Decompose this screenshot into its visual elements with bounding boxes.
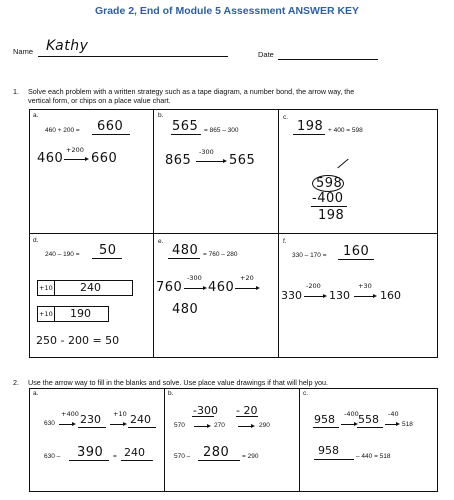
q2c-row1-end: 518 bbox=[402, 421, 413, 428]
blank-line bbox=[78, 427, 106, 428]
q1f-work-mid: 130 bbox=[329, 289, 350, 302]
q1d-letter: d. bbox=[33, 237, 39, 244]
arrow-line bbox=[196, 161, 224, 162]
q1a-work-end: 660 bbox=[91, 151, 118, 166]
q1-instruction-line2: vertical form, or chips on a place value chart. bbox=[28, 96, 171, 105]
q2a-row1-start: 630 bbox=[44, 420, 55, 427]
q2a-row1-step2: +10 bbox=[113, 410, 127, 418]
q1e-letter: e. bbox=[158, 238, 164, 245]
answer-line bbox=[171, 134, 201, 135]
q1b-answer: 565 bbox=[172, 119, 199, 134]
arrow-right-icon bbox=[256, 286, 260, 290]
q1f-work-start: 330 bbox=[281, 289, 302, 302]
subtraction-bar bbox=[311, 206, 347, 207]
answer-line bbox=[293, 134, 325, 135]
q2a-row2-blank2: 240 bbox=[124, 446, 145, 459]
q2b-letter: b. bbox=[168, 390, 174, 397]
arrow-line bbox=[341, 424, 355, 425]
q1-grid-divider bbox=[29, 233, 438, 234]
arrow-right-icon bbox=[373, 294, 377, 298]
q2b-row1-end: 290 bbox=[259, 422, 270, 429]
arrow-line bbox=[64, 159, 86, 160]
q2a-row2-blank1: 390 bbox=[77, 445, 104, 460]
q1d-problem: 240 – 190 = bbox=[45, 251, 80, 258]
arrow-line bbox=[59, 424, 73, 425]
name-line bbox=[38, 56, 228, 57]
q1-instruction-line1: Solve each problem with a written strategy such as a tape diagram, a number bond, the arrow way, the bbox=[28, 87, 355, 96]
q1c-letter: c. bbox=[283, 114, 289, 121]
q1a-answer: 660 bbox=[97, 119, 124, 134]
q2c-row2-end: – 440 = 518 bbox=[356, 453, 391, 460]
q1c-work-bottom: 198 bbox=[318, 208, 345, 223]
q1e-work-step2: +20 bbox=[240, 274, 254, 282]
answer-line bbox=[92, 134, 130, 135]
q1d-tape-top-right: 240 bbox=[80, 281, 101, 294]
q2b-row1-mid: 270 bbox=[214, 422, 225, 429]
q1c-work-top: 598 bbox=[316, 176, 343, 191]
q1c-problem: + 400 = 598 bbox=[328, 127, 363, 134]
q2a-row1-step1: +400 bbox=[61, 410, 79, 418]
answer-line bbox=[338, 259, 374, 260]
q2-grid-divider bbox=[299, 388, 300, 492]
q1d-tape-bottom-right: 190 bbox=[70, 307, 91, 320]
q1f-work-step1: -200 bbox=[306, 282, 321, 290]
q1b-work-start: 865 bbox=[165, 153, 192, 168]
q1e-answer: 480 bbox=[172, 243, 199, 258]
blank-line bbox=[128, 427, 156, 428]
q2a-letter: a. bbox=[33, 390, 39, 397]
arrow-line bbox=[194, 426, 208, 427]
q1b-work-step: -300 bbox=[199, 148, 214, 156]
name-value: Kathy bbox=[46, 38, 89, 54]
arrow-right-icon bbox=[72, 422, 76, 426]
q2b-row1-blank1: -300 bbox=[193, 404, 218, 417]
arrow-line bbox=[235, 288, 257, 289]
arrow-line bbox=[238, 426, 252, 427]
blank-line bbox=[198, 460, 240, 461]
q1e-problem: = 760 – 280 bbox=[203, 251, 238, 258]
q1c-work-mid: -400 bbox=[312, 191, 344, 206]
arrow-line bbox=[354, 296, 374, 297]
q1f-work-step2: +30 bbox=[358, 282, 372, 290]
arrow-right-icon bbox=[323, 294, 327, 298]
q2a-row1-blank2: 240 bbox=[130, 413, 151, 426]
q2c-row2-blank: 958 bbox=[318, 444, 339, 457]
q2a-row2-start: 630 – bbox=[44, 453, 61, 460]
q2b-row2-end: = 290 bbox=[242, 453, 259, 460]
q1d-work-line: 250 - 200 = 50 bbox=[36, 334, 120, 347]
arrow-line bbox=[184, 288, 204, 289]
blank-line bbox=[357, 427, 383, 428]
answer-line bbox=[168, 258, 200, 259]
answer-line bbox=[92, 258, 122, 259]
q1e-work-step1: -300 bbox=[187, 274, 202, 282]
q2b-row2-start: 570 – bbox=[174, 453, 191, 460]
q1b-work-end: 565 bbox=[229, 153, 256, 168]
arrow-right-icon bbox=[207, 424, 211, 428]
tape-divider bbox=[54, 280, 55, 296]
q2b-row1-blank2: - 20 bbox=[236, 404, 258, 417]
blank-line bbox=[313, 427, 339, 428]
q1c-answer: 198 bbox=[297, 119, 324, 134]
arrow-line bbox=[304, 296, 324, 297]
name-label: Name bbox=[13, 47, 34, 56]
q1-number: 1. bbox=[13, 87, 19, 96]
q2b-row1-start: 570 bbox=[174, 422, 185, 429]
q1a-work-start: 460 bbox=[37, 151, 64, 166]
q1d-answer: 50 bbox=[99, 243, 117, 258]
q1a-work-step: +200 bbox=[66, 146, 84, 154]
arrow-right-icon bbox=[223, 159, 227, 163]
blank-line bbox=[121, 460, 153, 461]
q2c-row1-blank1: 958 bbox=[314, 413, 335, 426]
q1f-work-end: 160 bbox=[380, 289, 401, 302]
arrow-right-icon bbox=[203, 286, 207, 290]
q1b-letter: b. bbox=[158, 112, 164, 119]
q1d-tape-bottom-left: +10 bbox=[39, 310, 53, 318]
q2-grid bbox=[29, 388, 438, 492]
q2-grid-divider bbox=[164, 388, 165, 492]
q2b-row2-blank: 280 bbox=[203, 445, 230, 460]
date-line bbox=[278, 59, 378, 60]
blank-line bbox=[69, 460, 109, 461]
blank-line bbox=[314, 459, 354, 460]
arrow-right-icon bbox=[396, 422, 400, 426]
q2c-row1-step2: -40 bbox=[388, 410, 399, 418]
q1e-work-start: 760 bbox=[156, 280, 183, 295]
arrow-right-icon bbox=[85, 157, 89, 161]
page-title: Grade 2, End of Module 5 Assessment ANSWER KEY bbox=[94, 5, 360, 17]
arrow-right-icon bbox=[123, 422, 127, 426]
q2a-row2-eq: = bbox=[113, 453, 117, 460]
q1f-problem: 330 – 170 = bbox=[292, 252, 327, 259]
q1a-letter: a. bbox=[33, 112, 39, 119]
q2c-row1-blank2: 558 bbox=[358, 413, 379, 426]
q1f-answer: 160 bbox=[343, 244, 370, 259]
q1f-letter: f. bbox=[283, 238, 287, 245]
q2c-row1-step1: -400 bbox=[344, 410, 359, 418]
q1d-tape-top-left: +10 bbox=[39, 284, 53, 292]
tape-divider bbox=[54, 306, 55, 322]
q2a-row1-blank1: 230 bbox=[80, 413, 101, 426]
q1e-work-mid: 460 bbox=[208, 280, 235, 295]
q2-instruction: Use the arrow way to fill in the blanks and solve. Use place value drawings if that will help you. bbox=[28, 378, 329, 387]
arrow-right-icon bbox=[251, 424, 255, 428]
q2-number: 2. bbox=[13, 378, 19, 387]
q2c-letter: c. bbox=[303, 390, 309, 397]
q1b-problem: = 865 – 300 bbox=[204, 127, 239, 134]
arrow-line bbox=[110, 424, 124, 425]
date-label: Date bbox=[258, 50, 274, 59]
q1e-work-result: 480 bbox=[172, 302, 199, 317]
q1a-problem: 460 + 200 = bbox=[45, 127, 80, 134]
